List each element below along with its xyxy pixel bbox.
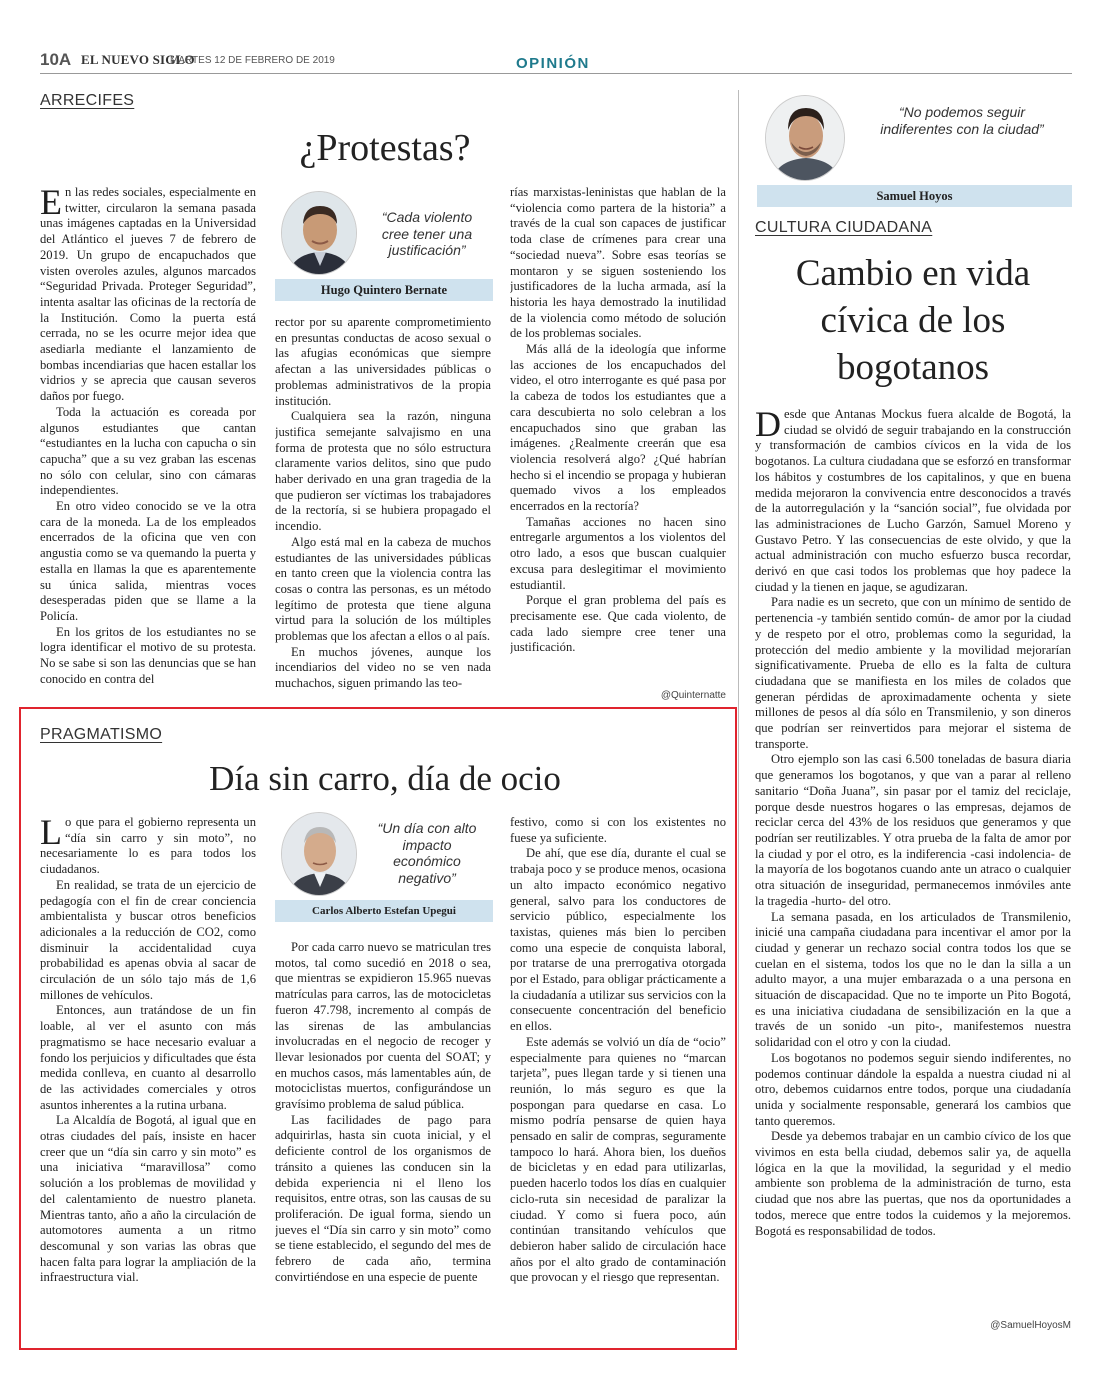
columnist-box bbox=[275, 810, 493, 922]
columnist-photo bbox=[281, 191, 357, 275]
paragraph: Cualquiera sea la razón, ninguna justifica semejante salvajismo en una forma de protesta que no sólo estructura claramente varios delitos, sino que pudo haber derivado en una gran tragedia de la que pudieron ser víctimas los trabajadores de la rectoría, si se hubiera propagado el incendio. bbox=[275, 409, 491, 534]
paragraph: Más allá de la ideología que informe las acciones de los encapuchados del video, el otro interrogante es qué pasa por la cabeza de todos los estudiantes que a cara descubierta no solo celebran a los encapuchados sino que graban las imágenes. ¿Realmente creerán que esa violencia resolverá algo? ¿Qué habrían hecho si el incendio se propaga y hubieran quemado vivos a los empleados encerrados en la rectoría? bbox=[510, 342, 726, 514]
paragraph: La semana pasada, en los articulados de Transmilenio, inicié una campaña ciudadana para incentivar el amor por la ciudad y generar un rechazo social contra todos los que se cuelan en el sistema, todos los que no le dan la silla a un adulto mayor, a una mujer embarazada o a una persona en situación de discapacidad. Que no te importe un Pito Bogotá, es una iniciativa ciudadana de sensibilización en la que a través de un sonido -un pito-, manifestemos nuestra solidaridad con el otro y con la ciudad. bbox=[755, 909, 1071, 1050]
columnist-box bbox=[757, 92, 1072, 207]
columnist-quote: “Cada violento cree tener una justificación” bbox=[381, 209, 473, 258]
twitter-handle[interactable]: @SamuelHoyosM bbox=[990, 1320, 1071, 1331]
paragraph: esde que Antanas Mockus fuera alcalde de Bogotá, la ciudad se olvidó de seguir trabajando en la construcción y transformación de cambios cívicos en la vida de los bogotanos. La cultura ciudadana que se esforzó en transformar los hábitos y costumbres de los capitalinos, y que en buena medida mejoraron la convivencia entre desconocidos a través de la autorregulación y la “sanción social”, fue olvidada por las administraciones de Lucho Garzón, Samuel Moreno y Gustavo Petro. Y las consecuencias de este olvido, y que la actual administración con mucho esfuerzo busca recordar, derivó en que casi todos los problemas que hoy padece la ciudad y la tienen en jaque, se agudizaran. bbox=[755, 407, 1071, 594]
portrait-image bbox=[282, 192, 357, 275]
article-title: ¿Protestas? bbox=[299, 127, 471, 169]
article-column-3 bbox=[510, 185, 726, 691]
header-divider bbox=[40, 73, 1072, 74]
twitter-handle[interactable]: @Quinternatte bbox=[660, 690, 726, 701]
article-column-2 bbox=[275, 940, 491, 1335]
article-kicker: ARRECIFES bbox=[40, 92, 135, 109]
paragraph: En otro video conocido se ve la otra cara de la moneda. La de los empleados encerrados de la oficina que ven con angustia como se va quemando la puerta y estalla en llamas la que es aparentemente su única salida, mientras voces desesperadas piden que se llame a la Policía. bbox=[40, 499, 256, 623]
paragraph: En los gritos de los estudiantes no se logra identificar el motivo de su protesta. No se sabe si son las denuncias que se han conocido en contra del bbox=[40, 624, 256, 686]
paragraph: rías marxistas-leninistas que hablan de la “violencia como partera de la historia” a través de la cual son capaces de justificar toda clase de crímenes para crear una “sociedad nueva”. Sobre esas teorías se montaron y se siguen sosteniendo los justificadores de la lucha armada, así la historia les haya demostrado la inutilidad de la violencia como método de solución de los problemas sociales. bbox=[510, 185, 726, 341]
paragraph: Toda la actuación es coreada por algunos estudiantes que cantan “estudiantes en la lucha con capucha o sin capucha” que a su vez graban las escenas no sólo con celular, sino con cámaras independientes. bbox=[40, 404, 256, 498]
article-column-3 bbox=[510, 815, 726, 1335]
paragraph: rector por su aparente comprometimiento en presuntas conductas de acoso sexual o las afugias económicas que siempre afectan a las universidades públicas o problemas administrativos de la propia institución. bbox=[275, 315, 491, 408]
article-kicker: PRAGMATISMO bbox=[40, 726, 163, 743]
paragraph: Porque el gran problema del país es precisamente ese. Que cada violento, de cada lado siempre cree tener una justificación. bbox=[510, 593, 726, 655]
paragraph: La Alcaldía de Bogotá, al igual que en otras ciudades del país, insiste en hacer creer que un “día sin carro y sin moto” es una iniciativa “maravillosa” como solución a los problemas de movilidad y del calentamiento de nuestro planeta. Mientras tanto, año a año la circulación de automotores aumenta a un ritmo descomunal y son varias las obras que hacen falta para lograr la ampliación de la infraestructura vial. bbox=[40, 1113, 256, 1285]
paragraph: Los bogotanos no podemos seguir siendo indiferentes, no podemos continuar dándole la espalda a nuestra ciudad ni al otro, debemos cuidarnos entre todos, porque una ciudadanía unida y socialmente responsable, generará los cambios que tanto queremos. bbox=[755, 1050, 1071, 1128]
dropcap: L bbox=[40, 815, 62, 852]
issue-date: MARTES 12 DE FEBRERO DE 2019 bbox=[170, 55, 335, 66]
paragraph: De ahí, que ese día, durante el cual se trabaja poco y se produce menos, ocasiona un alto impacto económico negativo general, salvo para los conductores de servicio público, especialmente los taxistas, quienes más bien lo perciben como una especie de conquista laboral, por tratarse de una prerrogativa otorgada por el Estado, para obligar prácticamente a la ciudadanía a utilizar sus servicios con la consecuente concentración del beneficio en ellos. bbox=[510, 846, 726, 1034]
columnist-name: Carlos Alberto Estefan Upegui bbox=[275, 900, 493, 922]
article-title: Día sin carro, día de ocio bbox=[209, 759, 561, 798]
paragraph: Para nadie es un secreto, que con un mínimo de sentido de pertenencia -y también sentido común- de amor por la ciudad y de respeto por el otro, problemas como la seguridad, la protección del medio ambiente y la movilidad mejorarían significativamente. Prueba de ello es la falta de cultura ciudadana que se manifiesta en los miles de colados que generan pérdidas de aproximadamente ochenta y siete millones de pesos al día sólo en Transmilenio, y son dineros que podrían ser reinvertidos para mejorar el sistema de transporte. bbox=[755, 595, 1071, 751]
newspaper-brand: EL NUEVO SIGLO bbox=[81, 52, 195, 67]
title-line: cívica de los bbox=[820, 300, 1006, 341]
columnist-photo bbox=[281, 812, 357, 896]
article-column-1 bbox=[40, 815, 256, 1335]
paragraph: Tamañas acciones no hacen sino entregarle argumentos a los violentos del otro lado, a esos que buscan cualquier excusa para deslegitimar el movimiento estudiantil. bbox=[510, 514, 726, 592]
paragraph: Este además se volvió un día de “ocio” especialmente para quienes no “marcan tarjeta”, pues llegan tarde y si tienen una reunión, lo más seguro es que la pospongan para quedarse en casa. Lo mismo podría pensarse de quien haya pensado en salir de compras, seguramente tampoco lo hará. Ahora bien, los dueños de bicicletas y en edad para utilizarlas, pueden hacerlo todos los días en cualquier ciclo-ruta sin necesidad de paralizar la ciudad. Y como si fuera poco, aún continúan transitando vehículos que debieron haber salido de circulación hace años por el alto grado de contaminación que provocan y el riesgo que representan. bbox=[510, 1034, 726, 1285]
paragraph: Desde ya debemos trabajar en un cambio cívico de los que vivimos en esta bella ciudad, debemos salir ya, de aquella lógica en la que la movilidad, la seguridad y el medio ambiente son problema de la administración de turno, esta ciudad que nos abre las puertas, que nos da oportunidades a todos, merece que entre todos la cuidemos y la mejoremos. Bogotá es responsabilidad de todos. bbox=[755, 1129, 1071, 1238]
columnist-quote: “No podemos seguir indiferentes con la ciudad” bbox=[880, 104, 1044, 137]
column-divider bbox=[738, 90, 739, 1340]
paragraph: Las facilidades de pago para adquirirlas, hasta sin cuota inicial, y el deficiente control de los organismos de tránsito a quienes las conducen sin la debida experiencia ni el lleno los requisitos, entre otras, son las causas de su proliferación. De igual forma, siendo un jueves el “Día sin carro y sin moto” como se tiene establecido, el segundo del mes de febrero de cada año, termina convirtiéndose en una especie de puente bbox=[275, 1112, 491, 1284]
dropcap: D bbox=[755, 407, 781, 444]
title-line: bogotanos bbox=[836, 347, 990, 388]
paragraph: Algo está mal en la cabeza de muchos estudiantes de las universidades públicas en tanto creen que la violencia contra las cosas o contra las personas, es un método legítimo de protesta que tiene alguna virtud para la solución de los múltiples problemas que los afectan a ellos o al país. bbox=[275, 534, 491, 644]
paragraph: n las redes sociales, especialmente en twitter, circularon la semana pasada unas imágenes captadas en la Universidad del Atlántico el jueves 7 de febrero de 2019. Un grupo de encapuchados que visten overoles azules, algunos marcados “Seguridad Privada. Proteger Seguridad”, intenta asaltar las oficinas de la rectoría de la Institución. Como la puerta está cerrada, no se les ocurre mejor idea que asediarla mediante el lanzamiento de bombas incendiarias que hacen estallar los vidrios y se aprecia que causan severos daños por fuego. bbox=[40, 185, 256, 404]
article-body bbox=[755, 407, 1071, 1317]
paragraph: Otro ejemplo son las casi 6.500 toneladas de basura diaria que generamos los bogotanos, y que van a parar al relleno sanitario “Doña Juana”, sin pasar por el tamiz del reciclaje, porque desde nuestros hogares o las empresas, dejamos de reciclar cerca del 43% de los residuos que generamos y que podrían ser reutilizables. Y otra prueba de la falta de amor por la ciudad y por el otro, es la indiferencia -casi indolencia- de la mayoría de los bogotanos cuando ante un atraco o cualquier otra situación de inseguridad, permanecemos inmóviles ante la tragedia -hurto- del otro. bbox=[755, 752, 1071, 908]
title-line: Cambio en vida bbox=[795, 253, 1031, 294]
paragraph: En muchos jóvenes, aunque los incendiarios del video no se ven nada muchachos, siguen primando las teo- bbox=[275, 644, 491, 691]
page-number: 10A bbox=[40, 50, 72, 69]
section-title: OPINIÓN bbox=[516, 55, 590, 72]
article-column-1 bbox=[40, 185, 256, 705]
columnist-name: Hugo Quintero Bernate bbox=[275, 279, 493, 301]
article-kicker: CULTURA CIUDADANA bbox=[755, 219, 933, 236]
paragraph: Por cada carro nuevo se matriculan tres motos, tal como sucedió en 2018 o sea, que mientras se expidieron 15.965 nuevas matrículas para carros, las de motocicletas fueron 47.798, incremento al compás de las sirenas de las ambulancias involucradas en el negocio de recoger y llevar lesionados por cuenta del SOAT; y en muchos casos, más lamentables aún, de motociclistas muertos, configurándose un gravísimo problema de salud pública. bbox=[275, 940, 491, 1112]
columnist-photo bbox=[765, 95, 845, 181]
dropcap: E bbox=[40, 185, 62, 222]
paragraph: En realidad, se trata de un ejercicio de pedagogía con el fin de crear conciencia ambientalista y buscar otros beneficios adicionales a la reducción de CO2, como disminuir la accidentalidad cuya probabilidad es apenas obvia al sacar de circulación de un sólo tajo más de 1,6 millones de vehículos. bbox=[40, 877, 256, 1002]
article-title bbox=[755, 250, 1071, 391]
columnist-box bbox=[275, 189, 493, 301]
portrait-image bbox=[282, 813, 357, 896]
paragraph: o que para el gobierno representa un “día sin carro y sin moto”, no necesariamente lo es para todos los ciudadanos. bbox=[40, 815, 256, 877]
paragraph: Entonces, aun tratándose de un fin loable, al ver el asunto con más pragmatismo se hace necesario evaluar a fondo los perjuicios y dificultades que ésta medida conlleva, en cuanto al desarrollo de las actividades comerciales y otros asuntos inherentes a la rutina urbana. bbox=[40, 1003, 256, 1112]
columnist-name: Samuel Hoyos bbox=[757, 185, 1072, 207]
portrait-image bbox=[766, 96, 845, 181]
article-column-2 bbox=[275, 315, 491, 705]
paragraph: festivo, como si con los existentes no fuese ya suficiente. bbox=[510, 815, 726, 845]
columnist-quote: “Un día con alto impacto económico negativo” bbox=[377, 820, 477, 886]
